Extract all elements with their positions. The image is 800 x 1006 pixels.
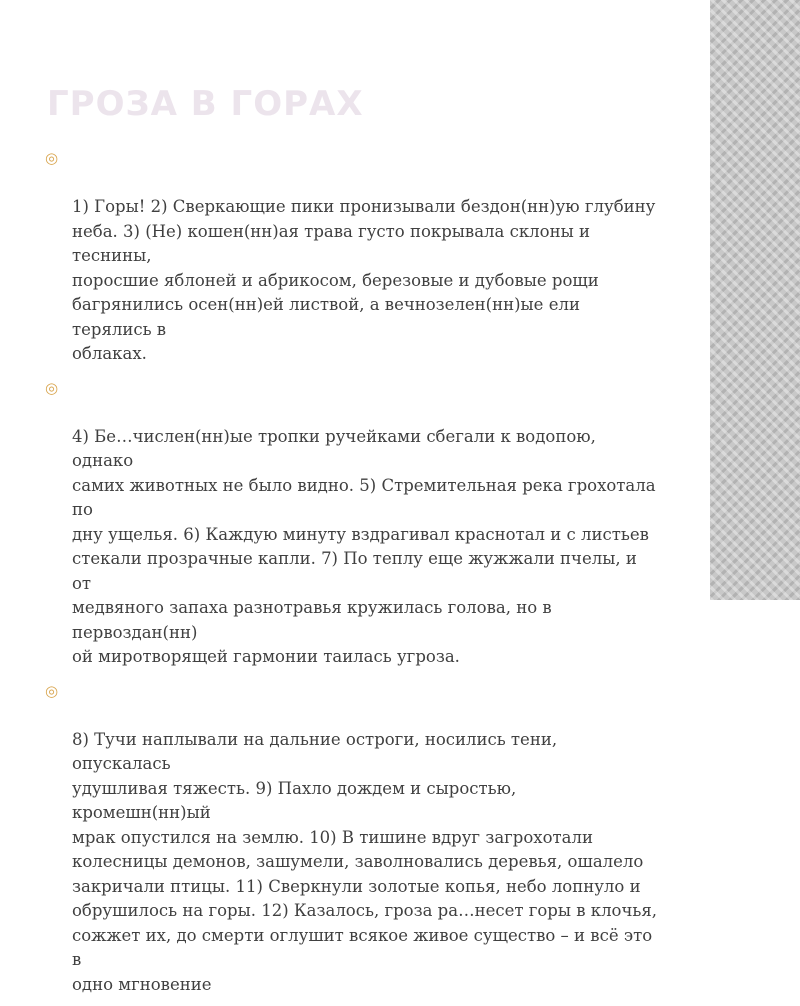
bullet-item — [45, 146, 660, 367]
bullet-list — [45, 146, 660, 1006]
bullet-circle-icon: ◎ — [45, 378, 59, 397]
bullet-item — [45, 679, 660, 998]
bullet-text: 4) Бе…числен(нн)ые тропки ручейками сбегали к водопою, однако самих животных не было видно. 5) Стремительная река грохотала по дну ущелья. 6) Каждую минуту вздрагивал краснотал и с листьев стекали прозрачные капли. 7) По теплу еще жужжали пчелы, и от медвяного запаха разнотравья кружилась голова, но в первоздан(нн) ой миротворящей гармонии таилась угроза. — [72, 426, 656, 666]
bullet-circle-icon: ◎ — [45, 681, 59, 700]
bullet-text: 8) Тучи наплывали на дальние остроги, носились тени, опускалась удушливая тяжесть. 9) Пахло дождем и сыростью, кромешн(нн)ый мрак опустился на землю. 10) В тишине вдруг загрохотали колесницы демонов, зашумели, заволновались деревья, ошалело закричали птицы. 11) Сверкнули золотые копья, небо лопнуло и обрушилось на горы. 12) Казалось, гроза ра…несет горы в клочья, сожжет их, до смерти оглушит всякое живое существо – и всё это в одно мгновение — [72, 729, 658, 994]
slide-title: ГРОЗА В ГОРАХ — [47, 84, 364, 124]
decorative-side-band — [710, 0, 800, 600]
bullet-text: 1) Горы! 2) Сверкающие пики пронизывали бездон(нн)ую глубину неба. 3) (Не) кошен(нн)ая трава густо покрывала склоны и теснины, поросшие яблоней и абрикосом, березовые и дубовые рощи багрянились осен(нн)ей листвой, а вечнозелен(нн)ые ели терялись в облаках. — [72, 197, 656, 363]
bullet-circle-icon: ◎ — [45, 149, 59, 167]
bullet-item — [45, 376, 660, 670]
